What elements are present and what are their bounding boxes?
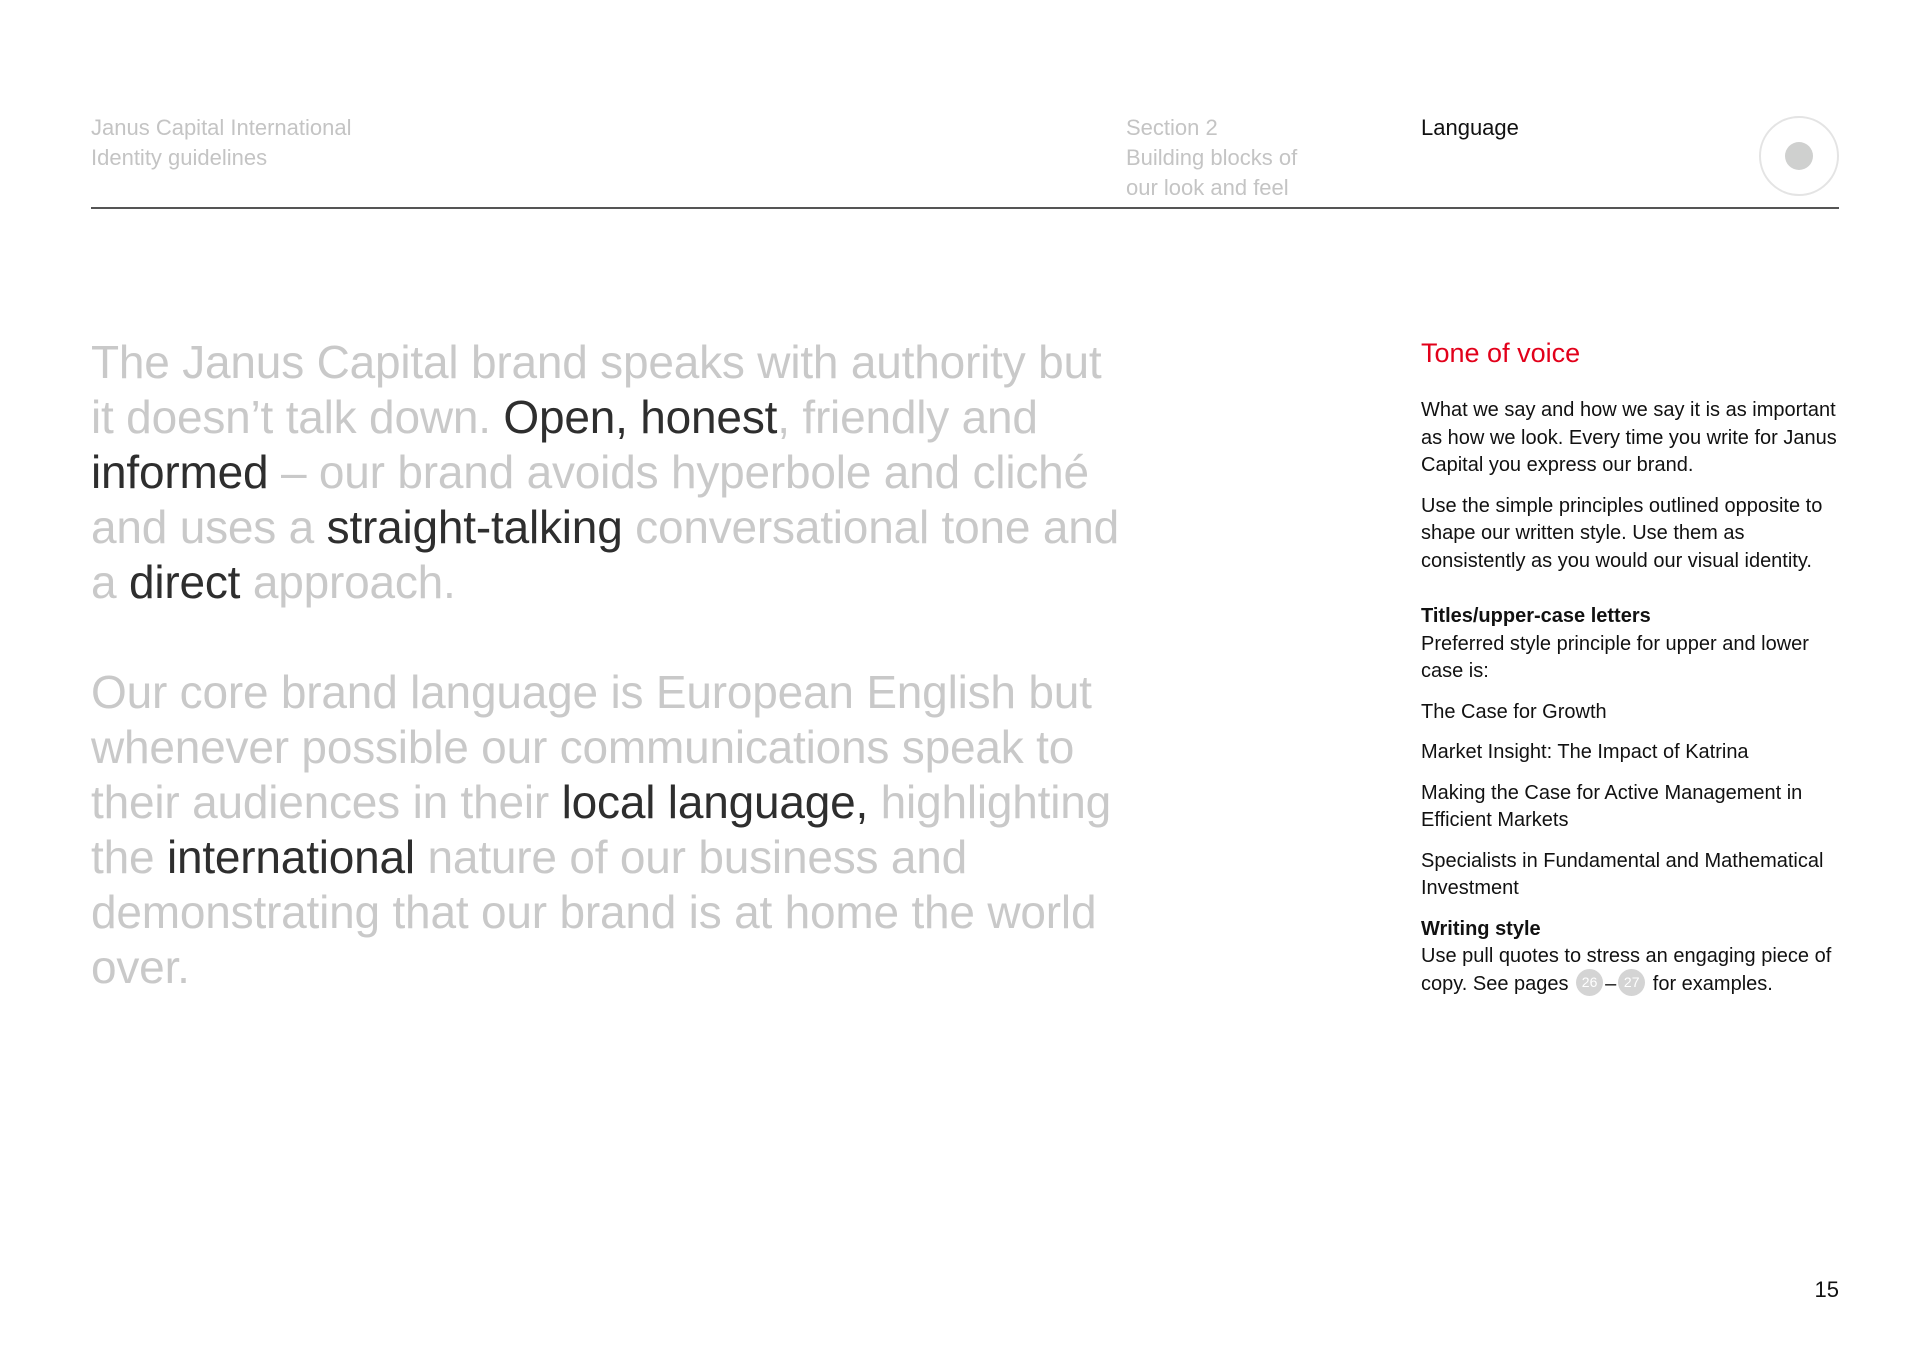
statement-highlight: straight-talking <box>326 501 623 553</box>
writing-section <box>1421 916 1851 999</box>
page-ref-link[interactable]: 27 <box>1618 969 1645 996</box>
section-number: Section 2 <box>1126 115 1218 140</box>
page-ref-separator: – <box>1605 972 1617 995</box>
header-topic: Language <box>1421 115 1519 140</box>
titles-section <box>1421 603 1851 903</box>
side-title: Tone of voice <box>1421 338 1581 368</box>
statement-text: highlighting the <box>91 776 1112 883</box>
statement-text: – our brand avoids hyperbole and cliché and uses a <box>91 446 1089 553</box>
intro-paragraph: What we say and how we say it is as important as how we look. Every time you write for Janus Capital you express our brand. <box>1421 399 1837 476</box>
page-number: 15 <box>1814 1277 1839 1302</box>
brand-statement-authority <box>91 335 1121 610</box>
titles-intro: Preferred style principle for upper and lower case is: <box>1421 632 1809 682</box>
statement-text: conversational tone and a <box>91 501 1120 608</box>
principles-paragraph: Use the simple principles outlined opposite to shape our written style. Use them as consistently as you would our visual identity. <box>1421 494 1823 572</box>
statement-text: The Janus Capital brand speaks with authority but it doesn’t talk down. <box>91 336 1102 443</box>
statement-text: approach. <box>240 556 456 608</box>
brand-name: Janus Capital International <box>91 115 352 140</box>
brand-statement-language <box>91 665 1121 995</box>
statement-text: , friendly and <box>777 391 1038 443</box>
header-divider <box>91 207 1839 209</box>
header-section <box>1126 113 1297 203</box>
statement-highlight: local language, <box>561 776 869 828</box>
writing-heading: Writing style <box>1421 917 1541 940</box>
nav-dot <box>1785 142 1813 170</box>
header-brand <box>91 113 352 173</box>
statement-highlight: Open, honest <box>503 391 778 443</box>
writing-tail: for examples. <box>1652 972 1773 995</box>
section-title-line1: Building blocks of <box>1126 145 1298 170</box>
writing-text <box>1421 943 1851 998</box>
statement-text: nature of our business and demonstrating that our brand is at home the world over. <box>91 831 1097 993</box>
title-example: Specialists in Fundamental and Mathematical Investment <box>1421 849 1824 899</box>
statement-highlight: informed <box>91 446 269 498</box>
title-example: Market Insight: The Impact of Katrina <box>1421 741 1749 763</box>
statement-text: Our core brand language is European English but whenever possible our communications speak to their audiences in their <box>91 666 1092 828</box>
page-ref-link[interactable]: 26 <box>1576 969 1603 996</box>
writing-body: Use pull quotes to stress an engaging piece of copy. See pages <box>1421 945 1832 995</box>
title-example: The Case for Growth <box>1421 700 1607 723</box>
titles-heading: Titles/upper-case letters <box>1421 605 1651 627</box>
title-example: Making the Case for Active Management in Efficient Markets <box>1421 781 1803 831</box>
tone-of-voice-column <box>1421 335 1851 998</box>
section-title-line2: our look and feel <box>1126 175 1289 200</box>
statement-highlight: international <box>166 831 415 883</box>
document-title: Identity guidelines <box>91 145 268 170</box>
statement-highlight: direct <box>128 556 241 608</box>
circle-dot-icon[interactable] <box>1759 116 1839 196</box>
